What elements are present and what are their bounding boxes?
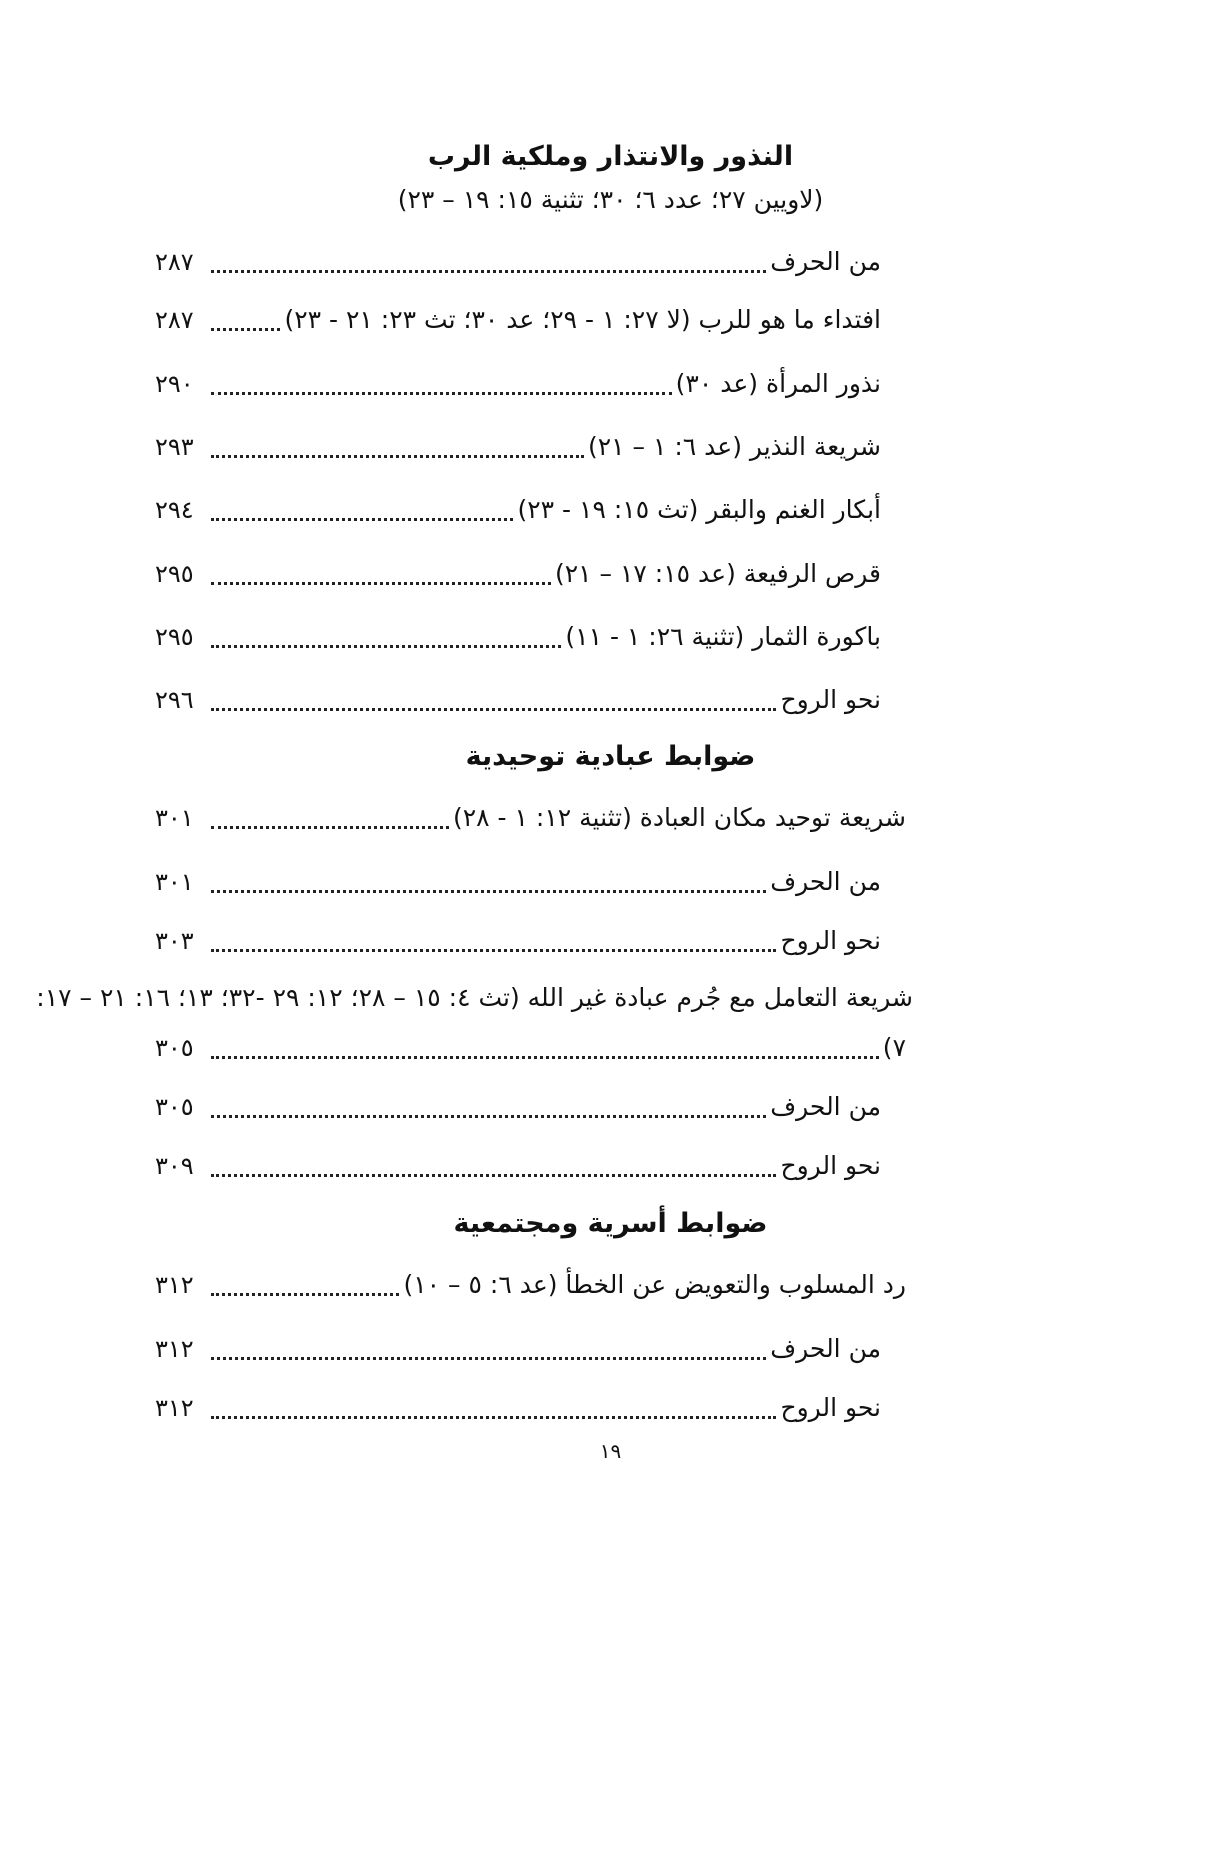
- leader-dots: [211, 826, 449, 829]
- toc-entry-label[interactable]: شريعة التعامل مع جُرم عبادة غير الله (تث ٤: ١٥ – ٢٨؛ ١٢: ٢٩ -٣٢؛ ١٣؛ ١٦: ٢١ – ١٧:: [36, 983, 913, 1012]
- leader-dots: [211, 645, 561, 648]
- toc-entry-label: من الحرف: [770, 1092, 881, 1121]
- leader-dots: [211, 708, 776, 711]
- toc-entry-page: ٣٠١: [155, 868, 194, 896]
- toc-entry-label: باكورة الثمار (تثنية ٢٦: ١ - ١١): [565, 622, 881, 651]
- toc-entry[interactable]: [155, 1026, 906, 1070]
- section-subtitle-vows: (لاويين ٢٧؛ عدد ٦؛ ٣٠؛ تثنية ١٥: ١٩ – ٢٣): [397, 185, 824, 214]
- toc-entry[interactable]: [155, 425, 881, 469]
- toc-entry-label: شريعة النذير (عد ٦: ١ – ٢١): [587, 432, 881, 461]
- toc-entry-page: ٣٠٩: [155, 1152, 194, 1180]
- toc-entry-page: ٣١٢: [155, 1394, 194, 1422]
- leader-dots: [211, 270, 766, 273]
- toc-entry-page: ٢٩٤: [155, 496, 194, 524]
- toc-entry-page: ٣١٢: [155, 1271, 194, 1299]
- toc-entry-label: من الحرف: [770, 867, 881, 896]
- leader-dots: [211, 1357, 766, 1360]
- toc-entry[interactable]: [155, 1263, 906, 1307]
- toc-entry-label: نحو الروح: [780, 1151, 881, 1180]
- toc-entry-page: ٣٠٣: [155, 927, 194, 955]
- leader-dots: [211, 1056, 879, 1059]
- leader-dots: [211, 328, 280, 331]
- toc-entry-label: نحو الروح: [780, 1393, 881, 1422]
- toc-entry[interactable]: [155, 298, 881, 342]
- toc-entry[interactable]: [155, 552, 881, 596]
- leader-dots: [211, 1293, 399, 1296]
- toc-entry[interactable]: [155, 362, 881, 406]
- toc-entry[interactable]: [155, 678, 881, 722]
- toc-entry[interactable]: [155, 615, 881, 659]
- leader-dots: [211, 1174, 776, 1177]
- section-title-family: ضوابط أسرية ومجتمعية: [453, 1208, 768, 1239]
- toc-entry-label: قرص الرفيعة (عد ١٥: ١٧ – ٢١): [554, 559, 881, 588]
- toc-entry-label: نذور المرأة (عد ٣٠): [675, 369, 881, 398]
- toc-entry-label: نحو الروح: [780, 685, 881, 714]
- leader-dots: [211, 1416, 776, 1419]
- leader-dots: [211, 518, 513, 521]
- toc-entry-page: ٣١٢: [155, 1335, 194, 1363]
- toc-entry[interactable]: [155, 488, 881, 532]
- leader-dots: [211, 455, 584, 458]
- toc-entry-label: افتداء ما هو للرب (لا ٢٧: ١ - ٢٩؛ عد ٣٠؛ تث ٢٣: ٢١ - ٢٣): [284, 305, 881, 334]
- toc-entry-label: شريعة توحيد مكان العبادة (تثنية ١٢: ١ - ٢٨): [452, 803, 906, 832]
- toc-entry[interactable]: [155, 240, 881, 284]
- toc-entry-label: من الحرف: [770, 247, 881, 276]
- toc-entry-page: ٢٩٦: [155, 686, 194, 714]
- toc-entry-label: نحو الروح: [780, 926, 881, 955]
- toc-entry-label: رد المسلوب والتعويض عن الخطأ (عد ٦: ٥ – ١٠): [403, 1270, 906, 1299]
- toc-entry[interactable]: [155, 796, 906, 840]
- toc-entry-page: ٢٩٠: [155, 370, 194, 398]
- section-title-vows: النذور والانتذار وملكية الرب: [427, 141, 794, 172]
- toc-entry-label: من الحرف: [770, 1334, 881, 1363]
- toc-entry[interactable]: [155, 860, 881, 904]
- toc-entry[interactable]: [155, 919, 881, 963]
- toc-entry-page: ٢٨٧: [155, 248, 194, 276]
- toc-entry-page: ٢٨٧: [155, 306, 194, 334]
- leader-dots: [211, 890, 766, 893]
- toc-entry-page: ٣٠٥: [155, 1093, 194, 1121]
- leader-dots: [211, 582, 551, 585]
- toc-entry[interactable]: [155, 1144, 881, 1188]
- toc-entry-label-continued: ٧): [882, 1033, 906, 1062]
- toc-entry-page: ٣٠٥: [155, 1034, 194, 1062]
- leader-dots: [211, 1115, 766, 1118]
- toc-entry[interactable]: [155, 1327, 881, 1371]
- toc-entry[interactable]: [155, 1386, 881, 1430]
- toc-entry-page: ٢٩٥: [155, 623, 194, 651]
- section-title-worship: ضوابط عبادية توحيدية: [465, 741, 756, 772]
- toc-entry-page: ٣٠١: [155, 804, 194, 832]
- toc-entry[interactable]: [155, 1085, 881, 1129]
- leader-dots: [211, 949, 776, 952]
- toc-entry-page: ٢٩٣: [155, 433, 194, 461]
- leader-dots: [211, 392, 672, 395]
- page-number: ١٩: [599, 1439, 622, 1463]
- toc-entry-page: ٢٩٥: [155, 560, 194, 588]
- toc-entry-label: أبكار الغنم والبقر (تث ١٥: ١٩ - ٢٣): [517, 495, 881, 524]
